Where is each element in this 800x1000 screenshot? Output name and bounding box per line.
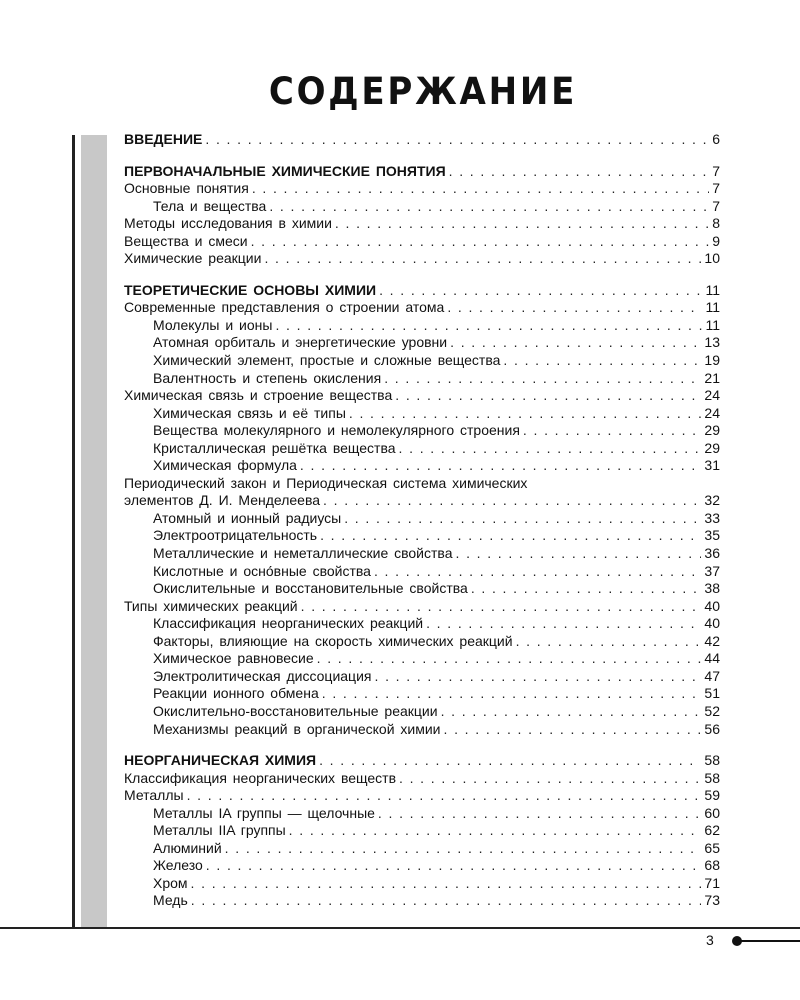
toc-entry — [124, 405, 720, 423]
toc-entry-title: Типы химических реакций — [124, 597, 298, 614]
toc-entry-title: Металлы — [124, 787, 184, 804]
toc-entry-page: 8 — [712, 215, 720, 232]
toc-entry-page: 11 — [705, 316, 720, 333]
toc-entry — [124, 334, 720, 352]
toc-entry — [124, 840, 720, 858]
toc-leader-dots — [349, 405, 702, 423]
toc-entry-title: Методы исследования в химии — [124, 215, 332, 232]
toc-leader-dots — [187, 787, 702, 805]
toc-leader-dots — [225, 840, 702, 858]
toc-entry-title: Металлы IA группы — щелочные — [153, 804, 375, 821]
toc-entry — [124, 282, 720, 300]
toc-entry-page: 29 — [704, 439, 720, 456]
toc-entry-title: Классификация неорганических веществ — [124, 769, 397, 786]
toc-entry-page: 52 — [704, 702, 720, 719]
toc-entry-title: Современные представления о строении атома — [124, 299, 445, 316]
toc-entry-title: Вещества молекулярного и немолекулярного строения — [153, 422, 520, 439]
toc-entry-page: 7 — [712, 180, 720, 197]
toc-entry-page: 58 — [704, 769, 720, 786]
toc-entry-title: Классификация неорганических реакций — [153, 615, 424, 632]
toc-entry-page: 6 — [712, 131, 720, 147]
toc-entry — [124, 457, 720, 475]
toc-entry-page: 71 — [704, 874, 720, 891]
toc-entry-title: Химическая связь и строение вещества — [124, 387, 393, 404]
toc-entry-title: ВВЕДЕНИЕ — [124, 131, 203, 147]
toc-entry — [124, 440, 720, 458]
toc-leader-dots — [300, 457, 702, 475]
toc-entry — [124, 598, 720, 616]
toc-leader-dots — [269, 198, 709, 216]
toc-entry-page: 73 — [704, 892, 720, 909]
toc-leader-dots — [320, 527, 701, 545]
toc-entry-title: Кислотные и осно́вные свойства — [153, 562, 371, 579]
toc-entry-page: 58 — [704, 752, 720, 769]
toc-entry-page: 7 — [712, 197, 720, 214]
toc-entry-page: 40 — [704, 615, 720, 632]
toc-entry — [124, 510, 720, 528]
toc-entry — [124, 805, 720, 823]
toc-entry-title: Вещества и смеси — [124, 232, 248, 249]
footer-line — [740, 940, 800, 942]
toc-entry-title: Алюминий — [153, 839, 222, 856]
toc-leader-dots — [301, 598, 702, 616]
toc-entry — [124, 527, 720, 545]
toc-entry-page: 51 — [704, 685, 720, 702]
toc-entry — [124, 580, 720, 598]
toc-leader-dots — [426, 615, 701, 633]
toc-entry-page: 65 — [704, 839, 720, 856]
toc-entry-page: 29 — [704, 422, 720, 439]
toc-entry-page: 56 — [704, 720, 720, 737]
toc-entry — [124, 668, 720, 686]
toc-entry — [124, 615, 720, 633]
toc-entry-page: 9 — [712, 232, 720, 249]
toc-entry — [124, 857, 720, 875]
toc-leader-dots — [191, 875, 702, 893]
toc-entry-title: Тела и вещества — [153, 197, 267, 214]
toc-leader-dots — [523, 422, 702, 440]
toc-entry-title: Химическая формула — [153, 457, 297, 474]
toc-entry-title: Медь — [153, 892, 188, 909]
toc-leader-dots — [450, 334, 701, 352]
toc-entry-page: 60 — [704, 804, 720, 821]
toc-entry — [124, 633, 720, 651]
toc-entry-page: 44 — [704, 650, 720, 667]
toc-leader-dots — [205, 131, 709, 149]
toc-entry — [124, 822, 720, 840]
toc-leader-dots — [322, 685, 702, 703]
toc-entry-page: 37 — [704, 562, 720, 579]
toc-leader-dots — [319, 752, 701, 770]
toc-entry-title: Химическая связь и её типы — [153, 404, 346, 421]
toc-entry — [124, 752, 720, 770]
toc-entry-title: Железо — [153, 857, 203, 874]
page-title: СОДЕРЖАНИЕ — [268, 70, 578, 113]
toc-entry — [124, 299, 720, 317]
toc-entry — [124, 875, 720, 893]
toc-entry-title: Химические реакции — [124, 250, 262, 267]
toc-entry — [124, 370, 720, 388]
toc-entry-title: Кристаллическая решётка вещества — [153, 439, 396, 456]
toc-entry-title: Химическое равновесие — [153, 650, 314, 667]
toc-entry — [124, 250, 720, 268]
toc-entry-title: ТЕОРЕТИЧЕСКИЕ ОСНОВЫ ХИМИИ — [124, 281, 377, 298]
toc-entry — [124, 650, 720, 668]
toc-entry-page: 10 — [704, 250, 720, 267]
toc-entry-title: Валентность и степень окисления — [153, 369, 382, 386]
toc-entry — [124, 770, 720, 788]
toc-entry-page: 42 — [704, 632, 720, 649]
toc-entry-title: Окислительно-восстановительные реакции — [153, 702, 438, 719]
toc-entry-title: Электролитическая диссоциация — [153, 667, 372, 684]
toc-entry-title: Реакции ионного обмена — [153, 685, 319, 702]
toc-entry — [124, 721, 720, 739]
toc-leader-dots — [399, 770, 701, 788]
left-gray-bar — [81, 135, 107, 927]
toc-leader-dots — [374, 668, 701, 686]
toc-entry-page: 68 — [704, 857, 720, 874]
toc-leader-dots — [503, 352, 701, 370]
toc-leader-dots — [344, 510, 701, 528]
toc-entry-title: Атомная орбиталь и энергетические уровни — [153, 334, 448, 351]
toc-entry-title: элементов Д. И. Менделеева — [124, 492, 321, 509]
toc-entry-title: Электроотрицательность — [153, 527, 318, 544]
toc-entry-page: 59 — [704, 787, 720, 804]
toc-entry — [124, 131, 720, 149]
toc-leader-dots — [264, 250, 701, 268]
toc-leader-dots — [471, 580, 702, 598]
toc-entry-title: ПЕРВОНАЧАЛЬНЫЕ ХИМИЧЕСКИЕ ПОНЯТИЯ — [124, 162, 446, 179]
toc-entry-page: 11 — [705, 281, 720, 298]
toc-leader-dots — [289, 822, 702, 840]
toc-entry-title: Факторы, влияющие на скорость химических реакций — [153, 632, 513, 649]
toc-leader-dots — [441, 703, 702, 721]
toc-entry — [124, 787, 720, 805]
toc-entry-title: Молекулы и ионы — [153, 316, 273, 333]
toc-entry-title: Металлы IIA группы — [153, 822, 286, 839]
toc-entry — [124, 163, 720, 181]
toc-leader-dots — [379, 282, 702, 300]
toc-entry-page: 31 — [704, 457, 720, 474]
toc-entry — [124, 492, 720, 510]
toc-entry-title: Основные понятия — [124, 180, 249, 197]
toc-entry — [124, 422, 720, 440]
toc-entry-page: 19 — [704, 352, 720, 369]
toc-entry — [124, 198, 720, 216]
toc-entry — [124, 352, 720, 370]
toc-leader-dots — [317, 650, 702, 668]
toc-entry — [124, 387, 720, 405]
toc-entry-title: НЕОРГАНИЧЕСКАЯ ХИМИЯ — [124, 752, 317, 769]
toc-entry — [124, 475, 720, 493]
toc-leader-dots — [449, 163, 710, 181]
toc-leader-dots — [384, 370, 701, 388]
toc-entry — [124, 703, 720, 721]
toc-entry-page: 21 — [704, 369, 720, 386]
bottom-rule — [0, 927, 800, 929]
toc-entry-page: 32 — [704, 492, 720, 509]
toc-leader-dots — [516, 633, 702, 651]
toc-leader-dots — [374, 563, 701, 581]
toc-entry-page: 24 — [704, 404, 720, 421]
toc-leader-dots — [335, 215, 709, 233]
table-of-contents — [124, 131, 720, 910]
toc-leader-dots — [191, 892, 702, 910]
toc-entry-page: 24 — [704, 387, 720, 404]
toc-entry-title: Механизмы реакций в органической химии — [153, 720, 441, 737]
toc-entry-title: Периодический закон и Периодическая система химических — [124, 474, 528, 491]
toc-leader-dots — [399, 440, 702, 458]
toc-leader-dots — [444, 721, 702, 739]
toc-entry-page: 33 — [704, 509, 720, 526]
toc-entry-page: 35 — [704, 527, 720, 544]
toc-leader-dots — [206, 857, 702, 875]
toc-entry-page: 13 — [704, 334, 720, 351]
toc-leader-dots — [252, 180, 709, 198]
toc-entry-page: 47 — [704, 667, 720, 684]
toc-entry — [124, 545, 720, 563]
toc-leader-dots — [447, 299, 702, 317]
left-margin-rule — [72, 135, 75, 927]
toc-entry-page: 36 — [704, 545, 720, 562]
toc-leader-dots — [395, 387, 701, 405]
toc-entry-page: 7 — [712, 162, 720, 179]
toc-entry-page: 40 — [704, 597, 720, 614]
toc-leader-dots — [251, 233, 710, 251]
toc-entry — [124, 317, 720, 335]
toc-leader-dots — [275, 317, 702, 335]
toc-entry-page: 62 — [704, 822, 720, 839]
toc-entry-title: Окислительные и восстановительные свойства — [153, 580, 468, 597]
toc-entry-title: Металлические и неметаллические свойства — [153, 545, 453, 562]
toc-entry — [124, 892, 720, 910]
toc-entry — [124, 563, 720, 581]
page-number: 3 — [706, 932, 714, 948]
toc-leader-dots — [323, 492, 701, 510]
toc-entry — [124, 233, 720, 251]
toc-entry — [124, 215, 720, 233]
toc-leader-dots — [455, 545, 701, 563]
toc-entry — [124, 685, 720, 703]
toc-entry-title: Атомный и ионный радиусы — [153, 509, 342, 526]
toc-entry-title: Хром — [153, 874, 188, 891]
toc-entry — [124, 180, 720, 198]
toc-entry-page: 38 — [704, 580, 720, 597]
toc-leader-dots — [378, 805, 702, 823]
toc-entry-title: Химический элемент, простые и сложные вещества — [153, 352, 501, 369]
toc-entry-page: 11 — [705, 299, 720, 316]
